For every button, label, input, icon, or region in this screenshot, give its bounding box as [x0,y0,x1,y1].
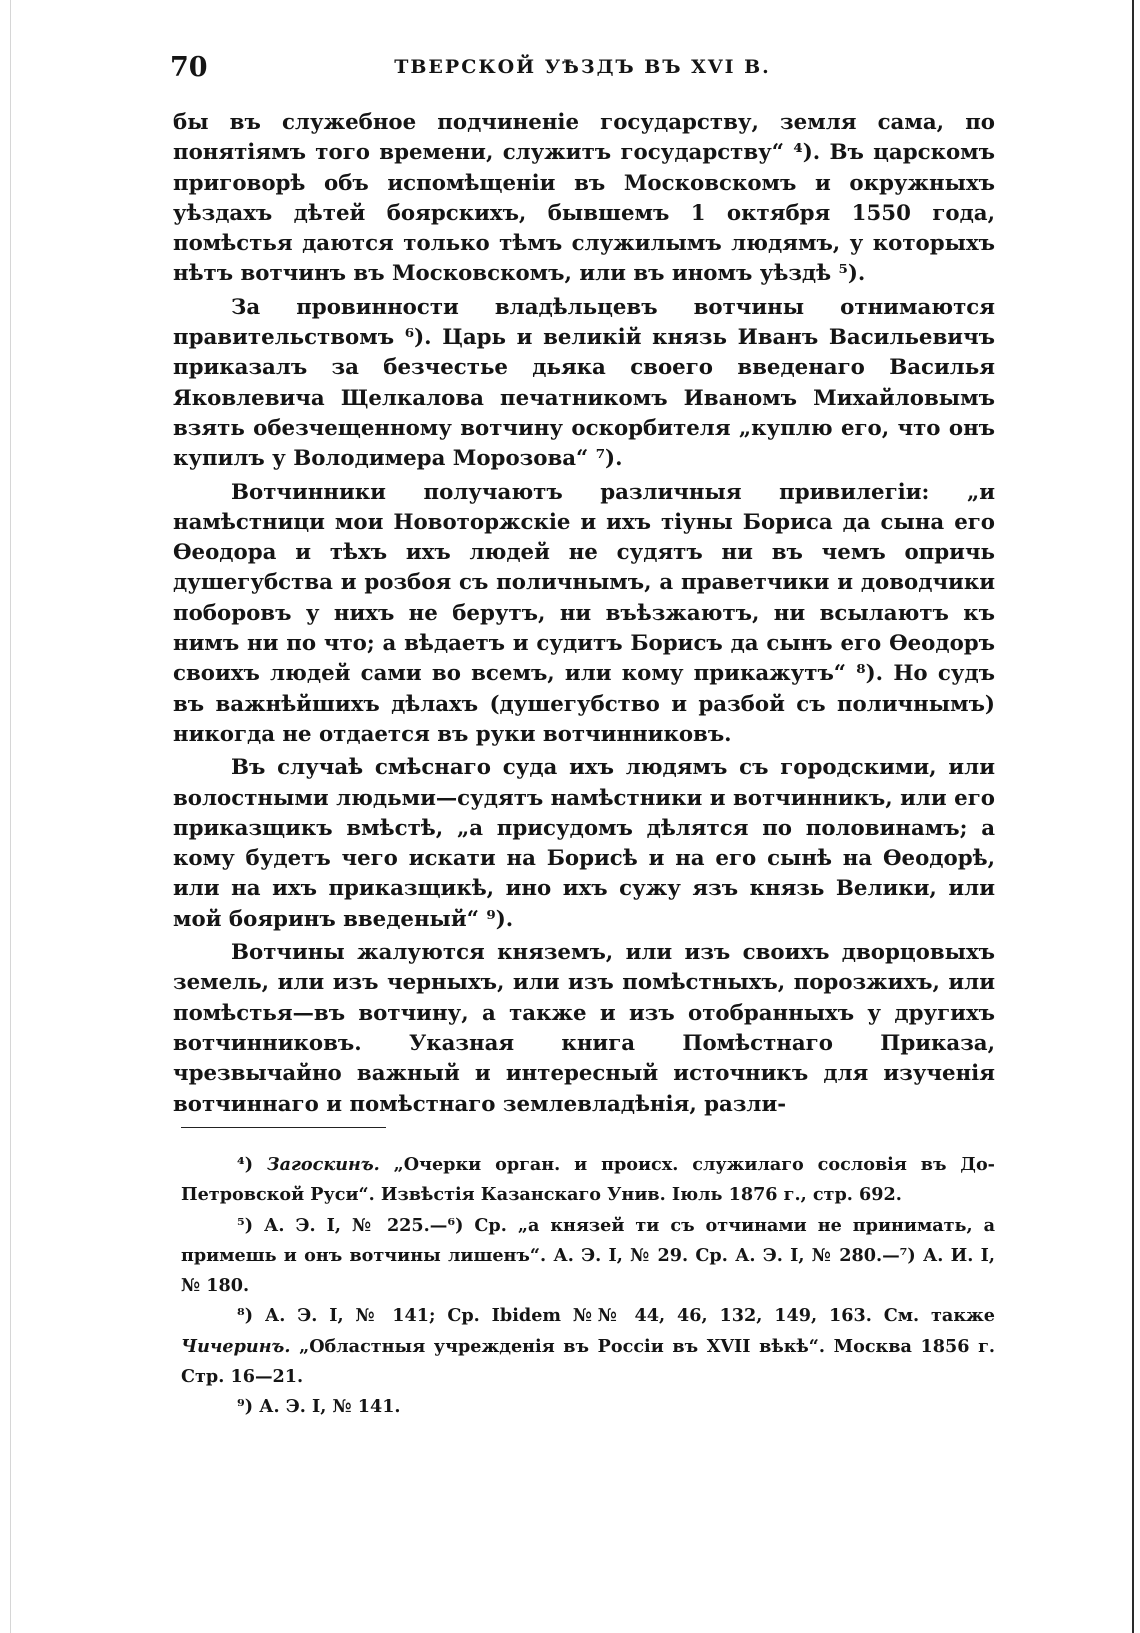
footnote-marker: ⁸) [237,1305,254,1327]
footnote [181,1392,995,1422]
paragraph: Вотчинники получаютъ различныя привилегіи: „и намѣстници мои Новоторжскіе и ихъ тіуны Бориса да сына его Ѳеодора и тѣхъ ихъ людей не судятъ ни въ чемъ опричь душегубства и розбоя съ поличнымъ, а праветчики и доводчики поборовъ у нихъ не берутъ, ни въѣзжаютъ, ни всылаютъ къ нимъ ни по что; а вѣдаетъ и судитъ Борисъ да сынъ его Ѳеодоръ своихъ людей сами во всемъ, или кому прикажутъ“ ⁸). Но судъ въ важнѣйшихъ дѣлахъ (душегубство и разбой съ поличнымъ) никогда не отдается въ руки вотчинниковъ. [173,479,995,747]
paragraph: бы въ служебное подчиненіе государству, земля сама, по понятіямъ того времени, служитъ государству“ ⁴). Въ царскомъ приговорѣ объ испомѣщеніи въ Московскомъ и окружныхъ уѣздахъ дѣтей боярскихъ, бывшемъ 1 октября 1550 года, помѣстья даются только тѣмъ служилымъ людямъ, у которыхъ нѣтъ вотчинъ въ Московскомъ, или въ иномъ уѣздѣ ⁵). [173,110,995,287]
paragraph: Въ случаѣ смѣснаго суда ихъ людямъ съ городскими, или волостными людьми—судятъ намѣстники и вотчинникъ, или его приказщикъ вмѣстѣ, „а присудомъ дѣлятся по половинамъ; а кому будетъ чего искати на Борисѣ и на его сынѣ на Ѳеодорѣ, или на ихъ приказщикѣ, ино ихъ сужу язъ князь Велики, или мой бояринъ введеный“ ⁹). [173,755,995,932]
scan-left-edge [10,0,11,1633]
footnote-text: А. Э. I, № 141. [253,1396,401,1418]
footnote-author: Загоскинъ. [266,1154,380,1175]
footnote-text: А. Э. I, № 141; Ср. Ibidem №№ 44, 46, 132, 149, 163. См. также [253,1305,995,1327]
footnote-marker: ⁴) [237,1154,254,1175]
footnote-text: „Областныя учрежденія въ Россіи въ XVII вѣкѣ“. Москва 1856 г. Стр. 16—21. [181,1335,995,1388]
page-header [170,52,995,92]
scan-right-edge [1132,0,1134,1633]
footnote-author: Чичеринъ. [181,1335,291,1357]
running-title: ТВЕРСКОЙ УѢЗДЪ ВЪ XVI В. [394,56,771,78]
footnote [181,1211,995,1302]
footnote-marker: ⁵) [237,1214,254,1236]
footnotes [181,1150,995,1423]
footnote [181,1150,995,1211]
footnote [181,1301,995,1392]
paragraph: За провинности владѣльцевъ вотчины отнимаются правительствомъ ⁶). Царь и великій князь Иванъ Васильевичъ приказалъ за безчестье дьяка своего введенаго Василья Яковлевича Щелкалова печатникомъ Иваномъ Михайловымъ взять обезчещенному вотчину оскорбителя „куплю его, что онъ купилъ у Володимера Морозова“ ⁷). [173,294,995,472]
paragraph: Вотчины жалуются княземъ, или изъ своихъ дворцовыхъ земель, или изъ черныхъ, или изъ помѣстныхъ, порозжихъ, или помѣстья—въ вотчину, а также и изъ отобранныхъ у другихъ вотчинниковъ. Указная книга Помѣстнаго Приказа, чрезвычайно важный и интересный источникъ для изученія вотчиннаго и помѣстнаго землевладѣнія, разли- [173,940,995,1117]
footnote-text: „Очерки орган. и происх. служилаго сословія въ До-Петровской Руси“. Извѣстія Казанскаго Унив. Іюль 1876 г., стр. 692. [181,1154,995,1206]
footnote-divider [181,1127,386,1128]
page-number: 70 [170,52,208,83]
main-text [173,108,995,1120]
footnote-text: А. Э. I, № 225.—⁶) Ср. „а князей ти съ отчинами не принимать, а примешь и онъ вотчины лишенъ“. А. Э. I, № 29. Ср. А. Э. I, № 280.—⁷) А. И. I, № 180. [181,1214,995,1297]
footnote-marker: ⁹) [237,1396,254,1418]
